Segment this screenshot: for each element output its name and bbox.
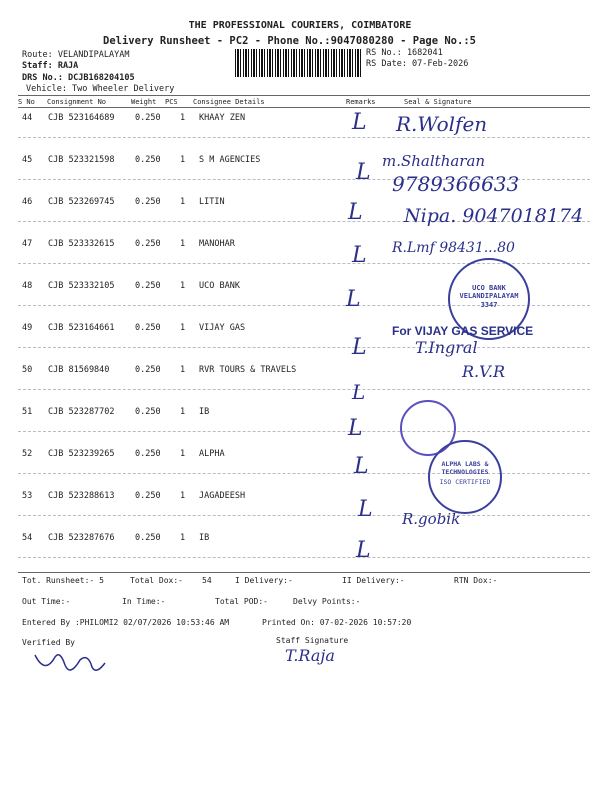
staff-signature: T.Raja — [285, 646, 335, 665]
row-divider — [18, 389, 590, 390]
remark-mark: L — [356, 538, 371, 563]
row-50-pcs: 1 — [180, 365, 186, 375]
row-44-weight: 0.250 — [135, 113, 161, 123]
row-49-weight: 0.250 — [135, 323, 161, 333]
row-44-consignee: KHAAY ZEN — [199, 113, 246, 123]
signature-46: Nipa. 9047018174 — [404, 205, 584, 227]
route-label: Route: VELANDIPALAYAM — [22, 50, 130, 60]
row-44-pcs: 1 — [180, 113, 186, 123]
remark-mark: L — [354, 454, 369, 479]
row-48-weight: 0.250 — [135, 281, 161, 291]
row-54-cno: CJB 523287676 — [48, 533, 115, 543]
row-53-weight: 0.250 — [135, 491, 161, 501]
remark-mark: L — [352, 335, 367, 360]
row-53-cno: CJB 523288613 — [48, 491, 115, 501]
row-48-sno: 48 — [22, 281, 33, 291]
uco-bank-stamp-text: UCO BANK VELANDIPALAYAM 3347 — [459, 284, 519, 309]
row-54-weight: 0.250 — [135, 533, 161, 543]
row-51-weight: 0.250 — [135, 407, 161, 417]
alpha-labs-stamp — [428, 440, 502, 514]
barcode — [235, 49, 363, 77]
i-delivery: I Delivery:- — [235, 576, 293, 585]
row-48-cno: CJB 523332105 — [48, 281, 115, 291]
company-title: THE PROFESSIONAL COURIERS, COIMBATORE — [188, 20, 412, 31]
row-49-pcs: 1 — [180, 323, 186, 333]
row-45-consignee: S M AGENCIES — [199, 155, 261, 165]
vijay-gas-stamp: For VIJAY GAS SERVICE — [392, 324, 534, 338]
entered-by: Entered By :PHILOMI2 02/07/2026 10:53:46 AM — [22, 618, 230, 627]
row-53-sno: 53 — [22, 491, 33, 501]
row-47-sno: 47 — [22, 239, 33, 249]
remark-mark: L — [346, 287, 361, 312]
tot-runsheet: Tot. Runsheet:- 5 — [22, 576, 104, 585]
table-top-rule — [18, 95, 590, 96]
row-51-sno: 51 — [22, 407, 33, 417]
row-47-pcs: 1 — [180, 239, 186, 249]
delvy-points: Delvy Points:- — [293, 597, 361, 606]
row-51-pcs: 1 — [180, 407, 186, 417]
row-53-consignee: JAGADEESH — [199, 491, 246, 501]
col-weight: Weight — [131, 98, 157, 106]
row-47-cno: CJB 523332615 — [48, 239, 115, 249]
row-49-cno: CJB 523164661 — [48, 323, 115, 333]
row-51-consignee: IB — [199, 407, 210, 417]
vehicle-label: Vehicle: Two Wheeler Delivery — [26, 84, 175, 94]
row-49-consignee: VIJAY GAS — [199, 323, 246, 333]
col-sno: S No — [18, 98, 35, 106]
row-46-pcs: 1 — [180, 197, 186, 207]
signature-44: R.Wolfen — [396, 112, 488, 136]
row-45-cno: CJB 523321598 — [48, 155, 115, 165]
rs-date: RS Date: 07-Feb-2026 — [366, 59, 469, 69]
remark-mark: L — [348, 200, 363, 225]
row-46-weight: 0.250 — [135, 197, 161, 207]
row-divider — [18, 347, 590, 348]
remark-mark: L — [348, 416, 363, 441]
col-consignee: Consignee Details — [193, 98, 265, 106]
col-consignment: Consignment No — [47, 98, 107, 106]
row-46-consignee: LITIN — [199, 197, 225, 207]
rtn-dox: RTN Dox:- — [454, 576, 498, 585]
row-44-cno: CJB 523164689 — [48, 113, 115, 123]
row-47-consignee: MANOHAR — [199, 239, 235, 249]
signature-49: T.Ingral — [415, 338, 478, 357]
row-48-consignee: UCO BANK — [199, 281, 240, 291]
col-remarks: Remarks — [346, 98, 376, 106]
row-52-weight: 0.250 — [135, 449, 161, 459]
row-52-consignee: ALPHA — [199, 449, 225, 459]
row-49-sno: 49 — [22, 323, 33, 333]
row-50-consignee: RVR TOURS & TRAVELS — [199, 365, 297, 375]
row-50-weight: 0.250 — [135, 365, 161, 375]
row-50-sno: 50 — [22, 365, 33, 375]
row-divider — [18, 557, 590, 558]
ii-delivery: II Delivery:- — [342, 576, 405, 585]
table-header-rule — [18, 107, 590, 108]
rs-number: RS No.: 1682041 — [366, 48, 443, 58]
signature-45-phone: 9789366633 — [392, 172, 520, 196]
staff-signature-label: Staff Signature — [276, 636, 349, 645]
iso-certified-text: ISO CERTIFIED — [439, 478, 491, 486]
signature-47: R.Lmf 98431...80 — [392, 240, 515, 256]
row-54-pcs: 1 — [180, 533, 186, 543]
col-seal-signature: Seal & Signature — [404, 98, 472, 106]
verified-by: Verified By — [22, 638, 75, 647]
row-48-pcs: 1 — [180, 281, 186, 291]
remark-mark: L — [352, 243, 367, 268]
total-dox-value: 54 — [202, 576, 212, 585]
signature-45-name: m.Shaltharan — [382, 152, 486, 170]
in-time: In Time:- — [122, 597, 166, 606]
col-pcs: PCS — [165, 98, 178, 106]
alpha-labs-stamp-text: ALPHA LABS & TECHNOLOGIES — [441, 460, 489, 476]
row-45-pcs: 1 — [180, 155, 186, 165]
staff-label: Staff: RAJA — [22, 61, 79, 71]
row-54-sno: 54 — [22, 533, 33, 543]
runsheet-subtitle: Delivery Runsheet - PC2 - Phone No.:9047080280 - Page No.:5 — [103, 35, 476, 47]
row-divider — [18, 473, 590, 474]
signature-50: R.V.R — [462, 362, 506, 381]
row-45-sno: 45 — [22, 155, 33, 165]
row-45-weight: 0.250 — [135, 155, 161, 165]
printed-on: Printed On: 07-02-2026 10:57:20 — [262, 618, 412, 627]
row-52-pcs: 1 — [180, 449, 186, 459]
row-53-pcs: 1 — [180, 491, 186, 501]
table-bottom-rule — [18, 572, 590, 573]
row-52-sno: 52 — [22, 449, 33, 459]
row-divider — [18, 431, 590, 432]
row-54-consignee: IB — [199, 533, 210, 543]
row-46-sno: 46 — [22, 197, 33, 207]
signature-53: R.gobik — [402, 510, 461, 528]
verifier-signature — [30, 645, 110, 680]
total-dox-label: Total Dox:- — [130, 576, 183, 585]
remark-mark: L — [356, 160, 371, 185]
total-pod: Total POD:- — [215, 597, 268, 606]
row-divider — [18, 137, 590, 138]
row-divider — [18, 515, 590, 516]
row-50-cno: CJB 81569840 — [48, 365, 110, 375]
out-time: Out Time:- — [22, 597, 71, 606]
row-51-cno: CJB 523287702 — [48, 407, 115, 417]
row-47-weight: 0.250 — [135, 239, 161, 249]
row-52-cno: CJB 523239265 — [48, 449, 115, 459]
row-44-sno: 44 — [22, 113, 33, 123]
remark-mark: L — [358, 497, 373, 522]
remark-mark: L — [352, 110, 367, 135]
drs-number: DRS No.: DCJB168204105 — [22, 73, 135, 83]
remark-mark: L — [352, 380, 366, 404]
row-46-cno: CJB 523269745 — [48, 197, 115, 207]
